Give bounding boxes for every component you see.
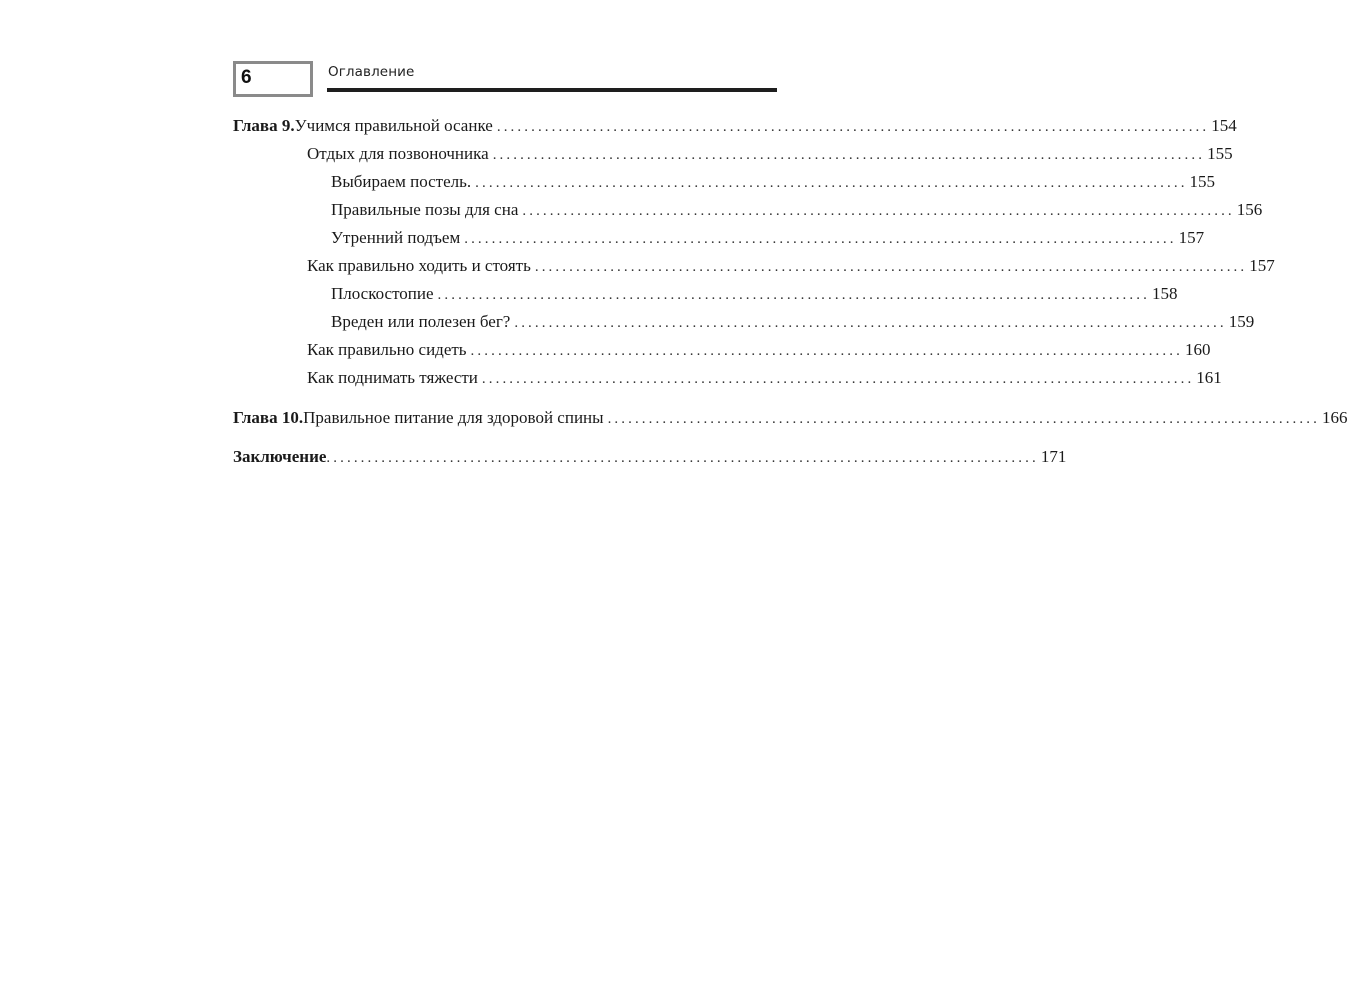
chapter-label: Глава 10. [233,408,304,427]
entry-title: Вреден или полезен бег? [331,312,511,331]
page-ref: 155 [1207,144,1233,163]
page-ref: 157 [1178,228,1205,247]
entry-title: Как правильно ходить и стоять [307,256,531,275]
dot-leader: ........................................................................................................ [481,371,1195,387]
toc-chapter-9[interactable] [233,114,1237,138]
toc-subentry[interactable] [331,198,1263,222]
dot-leader: ........................................................................................................ [464,231,1177,247]
entry-title: Как правильно сидеть [307,340,467,359]
entry-title: Плоскостопие [331,284,434,303]
dot-leader: ........................................................................................................ [492,147,1206,163]
page-ref: 158 [1151,284,1178,303]
toc-subentry[interactable] [331,310,1255,334]
page-ref: 154 [1211,116,1237,135]
running-title: Оглавление [328,64,415,80]
dot-leader: ........................................................................................................ [437,287,1150,303]
page-ref: 171 [1040,447,1067,466]
toc-conclusion[interactable] [233,445,1067,469]
entry-title: Выбираем постель. [331,172,472,191]
dot-leader: ........................................................................................................ [496,119,1210,135]
toc-subentry[interactable] [331,170,1216,194]
page-ref: 156 [1236,200,1263,219]
page-ref: 157 [1249,256,1275,275]
dot-leader: ........................................................................................................ [514,315,1227,331]
page-ref: 166 [1321,408,1347,427]
toc-entry[interactable] [307,142,1233,166]
page-ref: 159 [1228,312,1255,331]
entry-title: Правильное питание для здоровой спины [303,408,604,427]
toc-chapter-10[interactable] [233,406,1347,430]
conclusion-label: Заключение [233,447,327,466]
chapter-label: Глава 9. [233,116,295,135]
dot-leader: ........................................................................................................ [470,343,1183,359]
dot-leader: ........................................................................................................ [534,259,1248,275]
page-ref: 160 [1184,340,1211,359]
entry-title: Утренний подъем [331,228,461,247]
dot-leader: ........................................................................................................ [326,450,1039,466]
page-number: 6 [241,67,252,88]
dot-leader: ........................................................................................................ [475,175,1188,191]
toc-subentry[interactable] [331,282,1178,306]
toc-entry[interactable] [307,366,1222,390]
entry-title: Как поднимать тяжести [307,368,478,387]
header-rule [327,88,777,92]
dot-leader: ........................................................................................................ [522,203,1235,219]
toc-entry[interactable] [307,338,1211,362]
entry-title: Правильные позы для сна [331,200,519,219]
dot-leader: ........................................................................................................ [607,411,1320,427]
toc-subentry[interactable] [331,226,1205,250]
toc-entry[interactable] [307,254,1275,278]
page-number-box [233,61,313,97]
page-ref: 155 [1189,172,1216,191]
entry-title: Учимся правильной осанке [294,116,493,135]
page-ref: 161 [1196,368,1222,387]
entry-title: Отдых для позвоночника [307,144,489,163]
